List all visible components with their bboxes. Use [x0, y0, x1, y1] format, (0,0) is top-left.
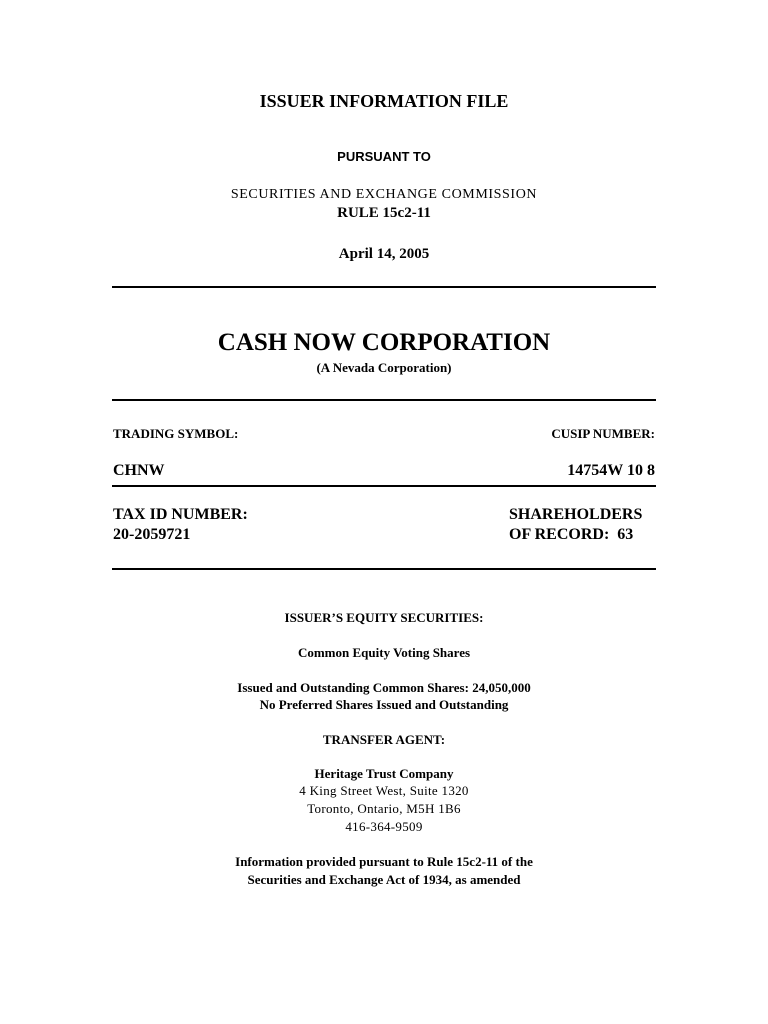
cusip-label: CUSIP NUMBER: [551, 426, 655, 441]
transfer-agent-address-2: Toronto, Ontario, M5H 1B6 [307, 801, 461, 816]
document-title: ISSUER INFORMATION FILE [259, 91, 509, 111]
footer-line-1: Information provided pursuant to Rule 15c2-11 of the [235, 854, 533, 869]
company-name: CASH NOW CORPORATION [217, 329, 551, 356]
cusip-value: 14754W 10 8 [567, 462, 655, 479]
divider-company [112, 399, 656, 401]
preferred-shares: No Preferred Shares Issued and Outstanding [259, 697, 509, 712]
trading-symbol-label: TRADING SYMBOL: [113, 426, 239, 441]
equity-securities-heading: ISSUER’S EQUITY SECURITIES: [284, 610, 484, 625]
document-date: April 14, 2005 [338, 246, 430, 262]
equity-class: Common Equity Voting Shares [297, 645, 471, 660]
transfer-agent-phone: 416-364-9509 [345, 819, 423, 834]
divider-tax [112, 568, 656, 570]
shareholders-label: SHAREHOLDERS [509, 506, 643, 523]
transfer-agent-address-1: 4 King Street West, Suite 1320 [299, 783, 469, 798]
tax-id-value: 20-2059721 [113, 526, 191, 543]
transfer-agent-heading: TRANSFER AGENT: [322, 732, 446, 747]
tax-id-label: TAX ID NUMBER: [113, 506, 248, 523]
shareholders-of-record: OF RECORD: 63 [509, 526, 634, 543]
pursuant-to-label: PURSUANT TO [337, 149, 431, 164]
commission-name: SECURITIES AND EXCHANGE COMMISSION [230, 187, 538, 202]
footer-line-2: Securities and Exchange Act of 1934, as amended [247, 872, 521, 887]
rule-number: RULE 15c2-11 [337, 205, 431, 221]
transfer-agent-name: Heritage Trust Company [314, 766, 454, 781]
divider-identifiers [112, 485, 656, 487]
outstanding-shares: Issued and Outstanding Common Shares: 24,050,000 [237, 680, 531, 695]
company-subtitle: (A Nevada Corporation) [316, 360, 452, 375]
divider-top [112, 286, 656, 288]
trading-symbol-value: CHNW [113, 462, 165, 479]
